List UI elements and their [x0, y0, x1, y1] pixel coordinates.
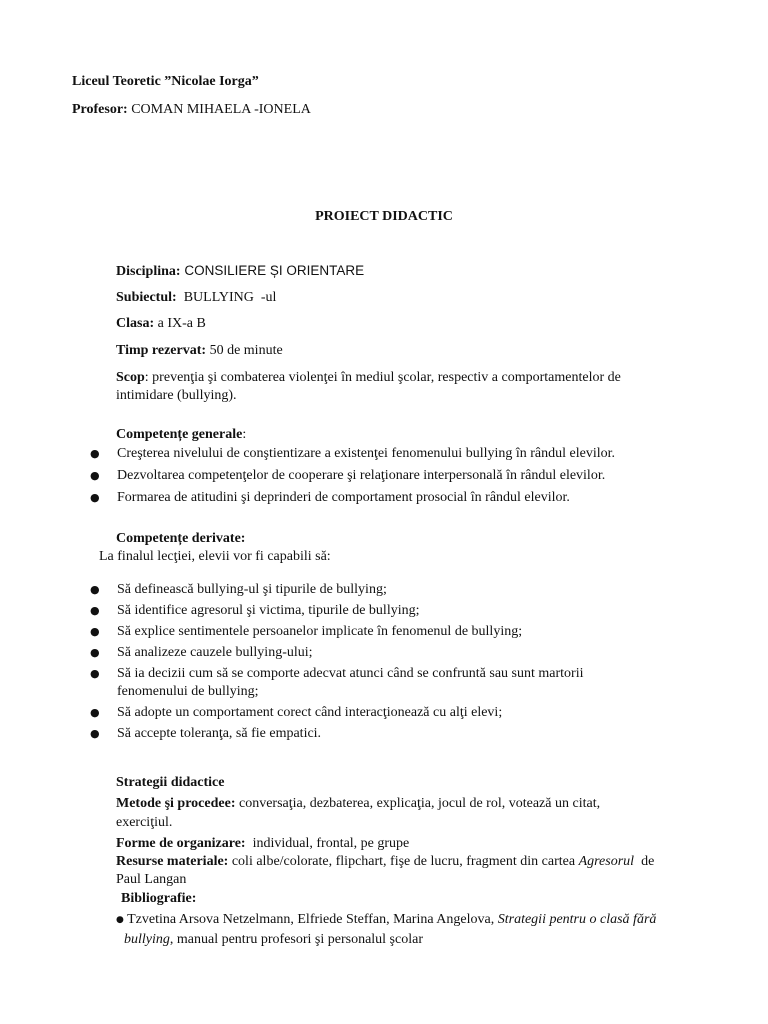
list-item: ● Formarea de atitudini şi deprinderi de comportament prosocial în rândul elevilor. — [90, 490, 570, 505]
competente-derivate-list — [90, 581, 584, 743]
competente-derivate-intro: La finalul lecţiei, elevii vor fi capabili să: — [99, 549, 331, 564]
timp-line: Timp rezervat: 50 de minute — [116, 343, 283, 358]
list-item: ● Să accepte toleranţa, să fie empatici. — [90, 726, 322, 741]
resurse-line-1: Resurse materiale: coli albe/colorate, flipchart, fişe de lucru, fragment din cartea Agresorul de — [116, 854, 655, 869]
list-item: ● Să ia decizii cum să se comporte adecvat atunci când se confruntă sau sunt martorii fenomenului de bullying; — [90, 666, 584, 699]
list-item: ● Să explice sentimentele persoanelor implicate în fenomenul de bullying; — [90, 624, 523, 639]
metode-line-1: Metode şi procedee: conversaţia, dezbaterea, explicaţia, jocul de rol, votează un citat, — [116, 796, 601, 811]
bullet-icon: ● — [90, 469, 100, 482]
bullet-icon: ● — [90, 727, 100, 740]
list-item: ● Dezvoltarea competenţelor de cooperare şi relaţionare interpersonală în rândul elevilor. — [90, 468, 606, 483]
bullet-icon: ● — [90, 583, 100, 596]
bullet-icon: ● — [116, 915, 124, 925]
bibliografie-entry-line-2: bullying, manual pentru profesori şi personalul şcolar — [124, 932, 423, 947]
subiectul-line: Subiectul: BULLYING -ul — [116, 290, 277, 305]
list-item: ● Creşterea nivelului de conştientizare a existenţei fenomenului bullying în rândul elevilor. — [90, 446, 616, 461]
list-item: ● Să definească bullying-ul şi tipurile de bullying; — [90, 582, 387, 597]
list-item: ● Să identifice agresorul şi victima, tipurile de bullying; — [90, 603, 420, 618]
bibliografie-entry-line-1: ● Tzvetina Arsova Netzelmann, Elfriede Steffan, Marina Angelova, Strategii pentru o clasă fără — [116, 912, 657, 927]
bullet-icon: ● — [90, 625, 100, 638]
school-name: Liceul Teoretic ”Nicolae Iorga” — [72, 74, 259, 89]
competente-generale-list — [90, 445, 615, 507]
strategii-heading: Strategii didactice — [116, 775, 225, 790]
clasa-line: Clasa: a IX-a B — [116, 316, 206, 331]
scop-line-2: intimidare (bullying). — [116, 388, 237, 403]
bullet-icon: ● — [90, 706, 100, 719]
metode-line-2: exerciţiul. — [116, 815, 173, 830]
document-title: PROIECT DIDACTIC — [315, 209, 453, 224]
bullet-icon: ● — [90, 604, 100, 617]
bibliografie-heading: Bibliografie: — [121, 891, 197, 906]
bullet-icon: ● — [90, 667, 100, 680]
scop-line-1: Scop: prevenţia şi combaterea violenţei în mediul şcolar, respectiv a comportamentelor de — [116, 370, 621, 385]
competente-generale-heading: Competențe generale: — [116, 427, 247, 442]
resurse-line-2: Paul Langan — [116, 872, 187, 887]
teacher-line: Profesor: COMAN MIHAELA -IONELA — [72, 102, 311, 117]
list-item: ● Să adopte un comportament corect când interacţionează cu alţi elevi; — [90, 705, 503, 720]
list-item: ● Să analizeze cauzele bullying-ului; — [90, 645, 313, 660]
bullet-icon: ● — [90, 447, 100, 460]
bullet-icon: ● — [90, 491, 100, 504]
competente-derivate-heading: Competențe derivate: — [116, 531, 246, 546]
disciplina-line: Disciplina: CONSILIERE ȘI ORIENTARE — [116, 263, 365, 279]
bullet-icon: ● — [90, 646, 100, 659]
forme-line: Forme de organizare: individual, frontal, pe grupe — [116, 836, 410, 851]
